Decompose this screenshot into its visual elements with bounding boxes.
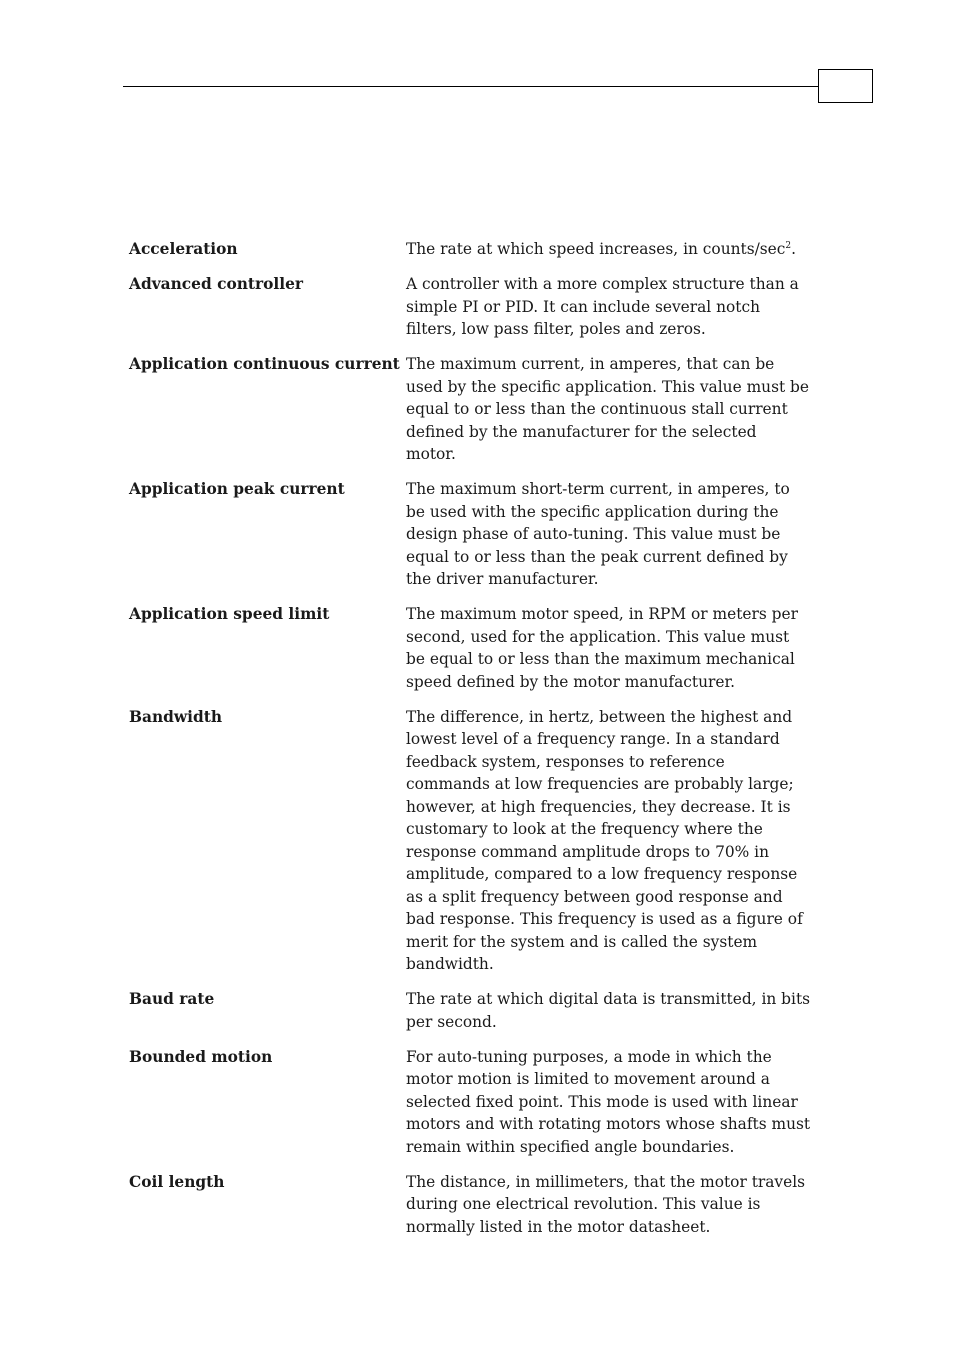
glossary-entry [129,1171,819,1239]
glossary-term: Baud rate [129,990,215,1008]
glossary-entry [129,238,819,261]
glossary-entry [129,1046,819,1159]
glossary-entry [129,603,819,693]
glossary-list [129,238,819,1238]
glossary-definition: The maximum current, in amperes, that can be used by the specific application. This value must be equal to or less than the continuous stall current defined by the manufacturer for the selected motor. [406,355,810,463]
page-number-box [818,69,873,103]
superscript: 2 [785,240,792,251]
glossary-definition: The maximum short-term current, in amperes, to be used with the specific application during the design phase of auto-tuning. This value must be equal to or less than the peak current defined by the driver manufacturer. [406,480,790,588]
glossary-term: Application peak current [129,480,345,498]
glossary-definition: The rate at which digital data is transmitted, in bits per second. [406,990,811,1031]
definition-text: The rate at which speed increases, in counts/sec [406,240,786,258]
glossary-term: Application speed limit [129,605,330,623]
glossary-entry [129,353,819,466]
glossary-term: Advanced controller [129,275,303,293]
glossary-term: Acceleration [129,240,238,258]
glossary-definition: The distance, in millimeters, that the motor travels during one electrical revolution. This value is normally listed in the motor datasheet. [406,1172,806,1236]
glossary-entry [129,706,819,976]
glossary-term: Bandwidth [129,707,223,726]
glossary-term: Bounded motion [129,1047,273,1066]
glossary-entry [129,478,819,591]
header-rule [123,86,819,87]
glossary-term: Application continuous current [129,355,400,373]
glossary-definition: For auto-tuning purposes, a mode in which the motor motion is limited to movement around a selected fixed point. This mode is used with linear motors and with rotating motors whose shafts must remain within specified angle boundaries. [406,1047,811,1156]
glossary-definition: The difference, in hertz, between the highest and lowest level of a frequency range. In a standard feedback system, responses to reference commands at low frequencies are probably large; however, at high frequencies, they decrease. It is customary to look at the frequency where the response command amplitude drops to 70% in amplitude, compared to a low frequency response as a split frequency between good response and bad response. This frequency is used as a figure of merit for the system and is called the system bandwidth. [406,707,803,973]
glossary-definition: A controller with a more complex structure than a simple PI or PID. It can include several notch filters, low pass filter, poles and zeros. [406,275,799,338]
glossary-definition: The maximum motor speed, in RPM or meters per second, used for the application. This value must be equal to or less than the maximum mechanical speed defined by the motor manufacturer. [406,605,799,691]
glossary-entry [129,988,819,1033]
glossary-entry [129,273,819,341]
definition-suffix: . [791,240,797,258]
glossary-term: Coil length [129,1172,225,1191]
glossary-definition [406,238,811,261]
